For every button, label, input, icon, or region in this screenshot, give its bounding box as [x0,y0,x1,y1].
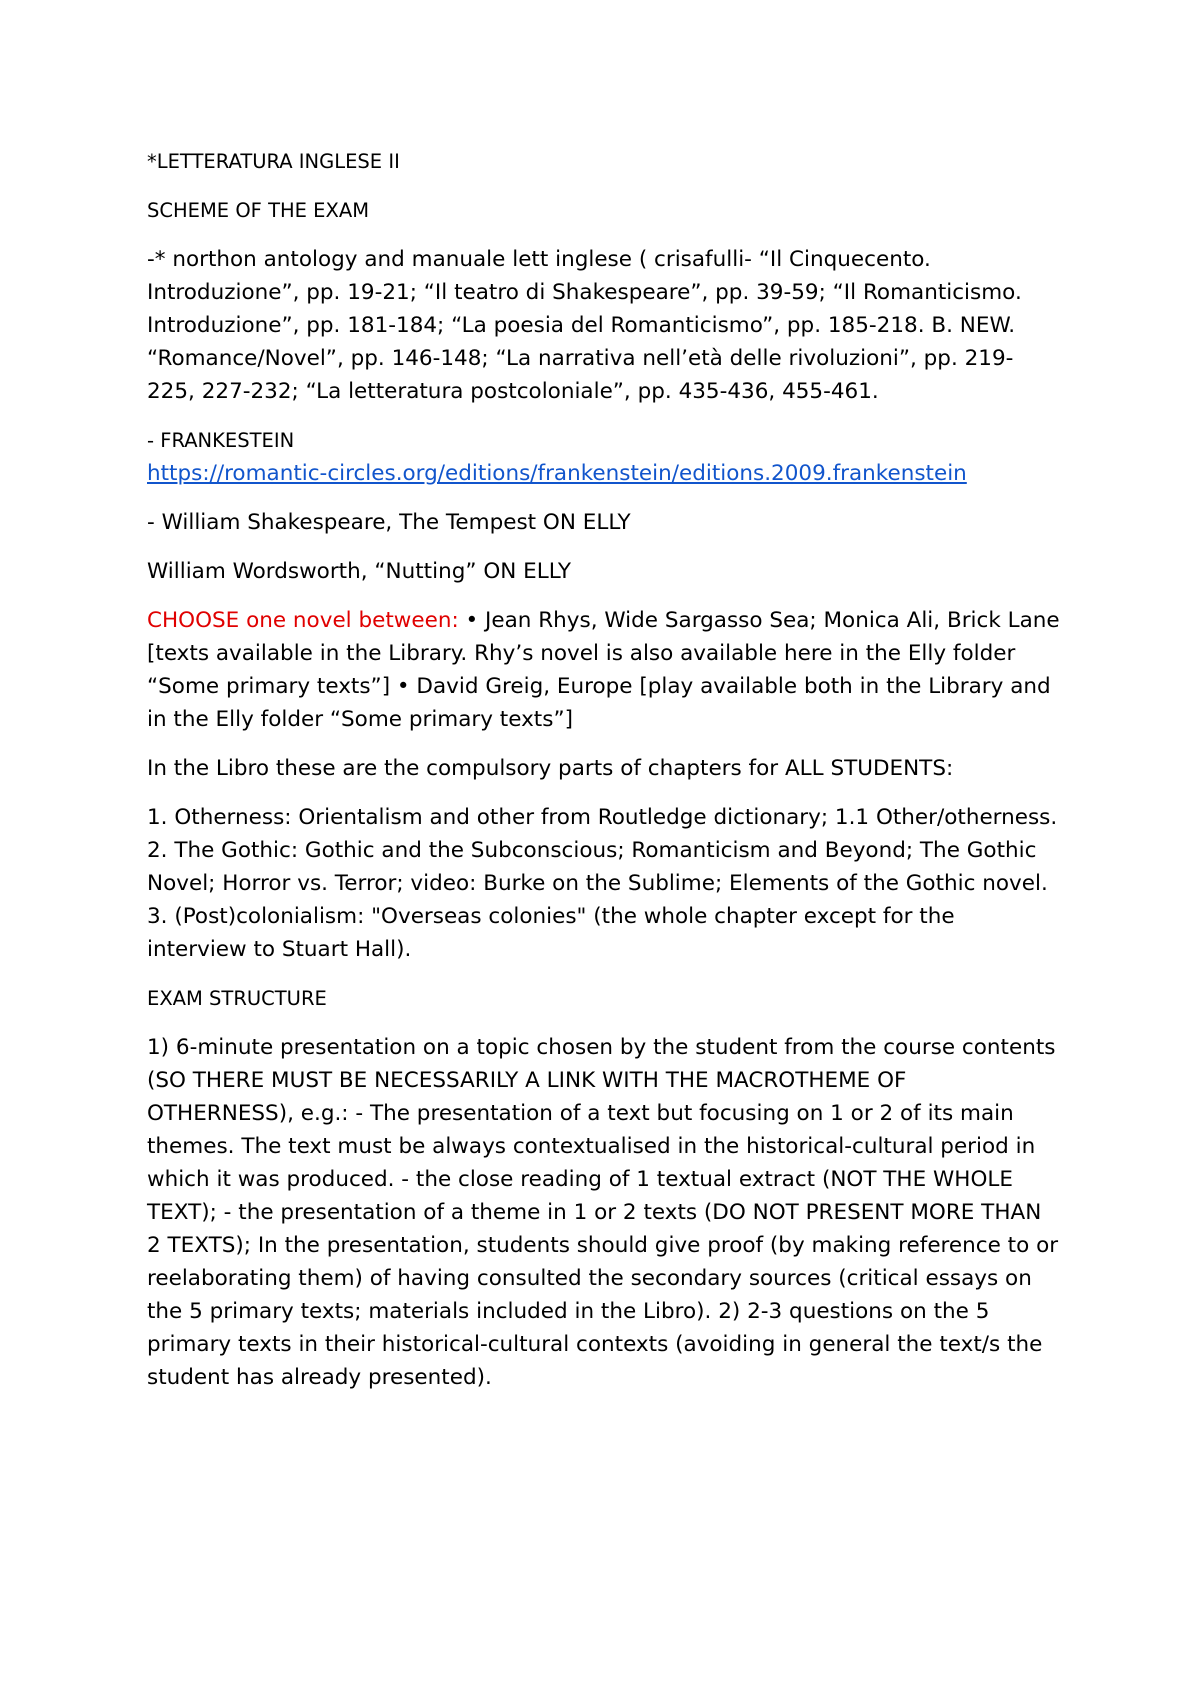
novel-choice-paragraph [147,604,1060,736]
frankenstein-label: - FRANKESTEIN [147,429,295,452]
libro-paragraph: In the Libro these are the compulsory parts of chapters for ALL STUDENTS: [147,756,954,781]
exam-scheme-heading: SCHEME OF THE EXAM [147,199,370,222]
choose-label: CHOOSE one novel between: [147,608,459,633]
frankenstein-link[interactable]: https://romantic-circles.org/editions/frankenstein/editions.2009.frankenstein [147,461,967,486]
exam-structure-paragraph: 1) 6-minute presentation on a topic chosen by the student from the course contents (SO THERE MUST BE NECESSARILY A LINK WITH THE MACROTHEME OF OTHERNESS), e.g.: - The presentation of a text but focusing on 1 or 2 of its main themes. The text must be always contextualised in the historical-cultural period in which it was produced. - the close reading of 1 textual extract (NOT THE WHOLE TEXT); - the presentation of a theme in 1 or 2 texts (DO NOT PRESENT MORE THAN 2 TEXTS); In the presentation, students should give proof (by making reference to or reelaborating them) of having consulted the secondary sources (critical essays on the 5 primary texts; materials included in the Libro). 2) 2-3 questions on the 5 primary texts in their historical-cultural contexts (avoiding in general the text/s the student has already presented). [147,1035,1059,1390]
tempest-paragraph: - William Shakespeare, The Tempest ON ELLY [147,510,631,535]
exam-structure-heading: EXAM STRUCTURE [147,987,327,1010]
frankenstein-paragraph [147,424,1060,490]
choose-text: • Jean Rhys, Wide Sargasso Sea; Monica Ali, Brick Lane [texts available in the Library. Rhy’s novel is also available here in the Elly folder “Some primary texts”] • David Greig, Europe [play available both in the Library and in the Elly folder “Some primary texts”] [147,608,1060,732]
otherness-paragraph: 1. Otherness: Orientalism and other from Routledge dictionary; 1.1 Other/otherness. 2. The Gothic: Gothic and the Subconscious; Romanticism and Beyond; The Gothic Novel; Horror vs. Terror; video: Burke on the Sublime; Elements of the Gothic novel. 3. (Post)colonialism: "Overseas colonies" (the whole chapter except for the interview to Stuart Hall). [147,805,1058,962]
course-title: *LETTERATURA INGLESE II [147,150,400,173]
manual-paragraph: -* northon antology and manuale lett inglese ( crisafulli- “Il Cinquecento. Introduzione”, pp. 19-21; “Il teatro di Shakespeare”, pp. 39-59; “Il Romanticismo. Introduzione”, pp. 181-184; “La poesia del Romanticismo”, pp. 185-218. B. NEW. “Romance/Novel”, pp. 146-148; “La narrativa nell’età delle rivoluzioni”, pp. 219-225, 227-232; “La letteratura postcoloniale”, pp. 435-436, 455-461. [147,247,1022,404]
wordsworth-paragraph: William Wordsworth, “Nutting” ON ELLY [147,559,571,584]
